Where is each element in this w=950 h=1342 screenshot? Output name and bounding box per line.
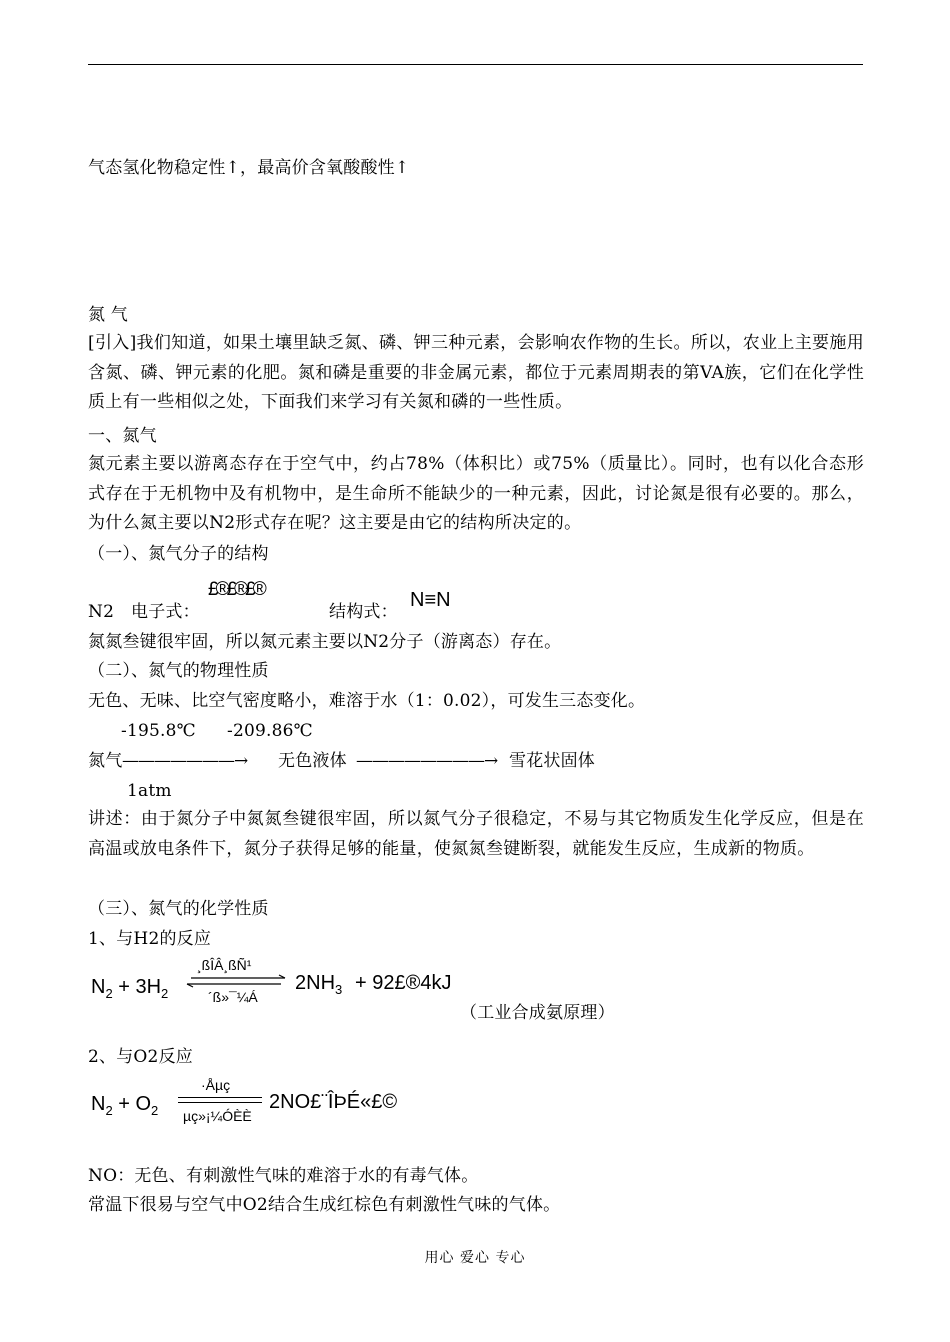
subheading-structure: （一）、氮气分子的结构: [88, 544, 269, 564]
reaction1-reactants: [91, 975, 168, 1006]
no-reaction-text: 常温下很易与空气中O2结合生成红棕色有刺激性气味的气体。: [88, 1195, 561, 1215]
nitrogen-paragraph: 氮元素主要以游离态存在于空气中，约占78%（体积比）或75%（质量比）。同时，也有以化合态形式存在于无机物中及有机物中，是生命所不能缺少的一种元素，因此，讨论氮是很有必要的。那么，为什么氮主要以N2形式存在呢？这主要是由它的结构所决定的。: [88, 454, 864, 533]
header-rule: [88, 64, 863, 65]
reaction2-title: 2、与O2反应: [88, 1047, 193, 1067]
lecture-paragraph: 讲述：由于氮分子中氮氮叁键很牢固，所以氮气分子很稳定，不易与其它物质发生化学反应，但是在高温或放电条件下，氮分子获得足够的能量，使氮氮叁键断裂，就能发生反应，生成新的物质。: [88, 809, 864, 859]
phase-start: 氮气: [88, 751, 123, 771]
electron-formula: £®£®£®: [208, 579, 264, 600]
n2-label: N2: [88, 602, 115, 622]
reaction2-condition-above: ·Åµç: [201, 1077, 231, 1093]
intro-paragraph: [引入]我们知道，如果土壤里缺乏氮、磷、钾三种元素，会影响农作物的生长。所以，农业上主要施用含氮、磷、钾元素的化肥。氮和磷是重要的非金属元素，都位于元素周期表的第VA族，它们在化学性质上有一些相似之处，下面我们来学习有关氮和磷的一些性质。: [88, 333, 864, 412]
reaction2-condition-below: µç»¡¼ÓÈÈ: [183, 1108, 252, 1124]
subheading-physical: （二）、氮气的物理性质: [88, 661, 269, 681]
phase-end: 雪花状固体: [509, 751, 595, 771]
intro-line: 气态氢化物稳定性↑，最高价含氧酸酸性↑: [88, 158, 410, 178]
product-nh-sub: 3: [335, 982, 343, 997]
reactant-h: + 3H: [112, 976, 162, 998]
pressure-label: 1atm: [127, 781, 172, 801]
phase-arrow-1: ———————→: [122, 751, 248, 771]
reactant2-o-sub: 2: [151, 1103, 159, 1118]
product-nh: 2NH: [295, 972, 336, 994]
electron-label: 电子式：: [131, 602, 200, 622]
reaction1-note: （工业合成氨原理）: [460, 1003, 615, 1023]
no-description: NO：无色、有刺激性气味的难溶于水的有毒气体。: [88, 1166, 479, 1186]
reaction2-reactants: [91, 1092, 158, 1123]
reactant-n-sub: 2: [105, 986, 113, 1001]
reactant2-n-sub: 2: [105, 1103, 113, 1118]
page-footer: 用心 爱心 专心: [424, 1250, 526, 1266]
reaction1-product: [295, 971, 342, 1002]
reactant2-o: + O: [118, 1093, 152, 1115]
triple-bond-text: 氮氮叁键很牢固，所以氮元素主要以N2分子（游离态）存在。: [88, 632, 562, 652]
melting-temp: -209.86℃: [227, 721, 313, 741]
reversible-arrow-icon: [185, 974, 287, 988]
reaction1-condition-above: ¸ßÎÂ¸ßÑ¹: [197, 957, 252, 973]
phase-arrow-2: ————————→: [356, 751, 498, 771]
reactant2-n: N: [91, 1093, 106, 1115]
reactant-h-sub: 2: [161, 986, 169, 1001]
structure-formula: N≡N: [410, 589, 451, 611]
phase-mid: 无色液体: [278, 751, 347, 771]
reaction2-product: 2NO£¨ÎÞÉ«£©: [269, 1091, 398, 1113]
boiling-temp: -195.8℃: [121, 721, 196, 741]
physical-text: 无色、无味、比空气密度略小，难溶于水（1：0.02），可发生三态变化。: [88, 691, 646, 711]
reaction1-heat: + 92£®4kJ: [355, 972, 452, 994]
equals-line-top: [178, 1097, 262, 1098]
reactant-n: N: [91, 976, 106, 998]
structure-label: 结构式：: [329, 602, 398, 622]
subheading-chemical: （三）、氮气的化学性质: [88, 899, 269, 919]
section-title: 氮 气: [88, 305, 129, 325]
reaction1-condition-below: ´ß»¯¼Á: [208, 989, 258, 1005]
heading-nitrogen: 一、氮气: [88, 426, 157, 446]
equals-line-bottom: [178, 1102, 262, 1103]
reaction1-title: 1、与H2的反应: [88, 929, 212, 949]
